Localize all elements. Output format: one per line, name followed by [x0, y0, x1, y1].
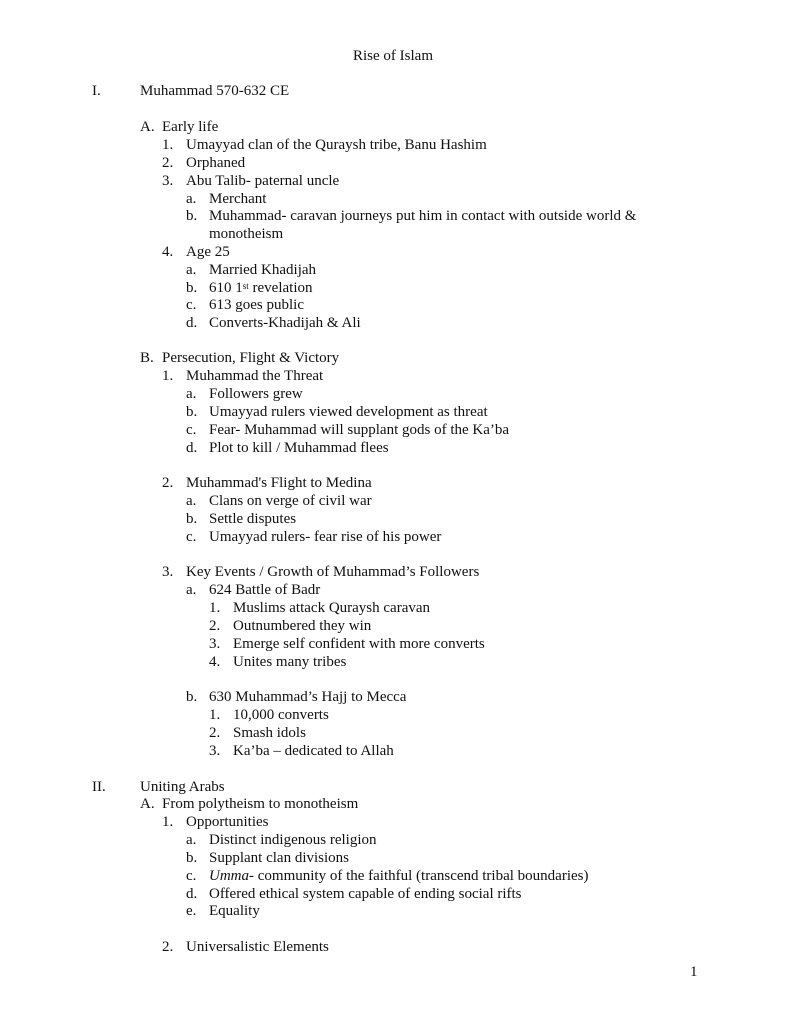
- outline-line: [140, 778, 225, 796]
- outline-text: Abu Talib- paternal uncle: [186, 173, 340, 189]
- outline-line: [209, 528, 441, 546]
- outline-text: Fear- Muhammad will supplant gods of the Ka’ba: [209, 422, 510, 438]
- outline-marker: 2.: [162, 939, 174, 955]
- outline-text: Plot to kill / Muhammad flees: [209, 440, 389, 456]
- outline-text: Early life: [162, 119, 219, 135]
- outline-line: [233, 653, 346, 671]
- ordinal-superscript: st: [242, 281, 249, 291]
- page-number: 1: [690, 964, 698, 980]
- outline-marker: I.: [92, 83, 101, 99]
- outline-line: [186, 563, 479, 581]
- outline-text: Ka’ba – dedicated to Allah: [233, 743, 394, 759]
- outline-line: [186, 243, 230, 261]
- outline-marker: 2.: [209, 618, 221, 634]
- outline-line: [209, 849, 349, 867]
- outline-line: [209, 902, 260, 920]
- outline-marker: a.: [186, 262, 197, 278]
- outline-marker: 1.: [162, 137, 174, 153]
- outline-line: [209, 439, 389, 457]
- outline-text-continued: revelation: [248, 280, 313, 296]
- outline-marker: 3.: [209, 743, 221, 759]
- outline-marker: 4.: [162, 244, 174, 260]
- outline-marker: a.: [186, 191, 197, 207]
- outline-line: [233, 635, 485, 653]
- outline-text: 630 Muhammad’s Hajj to Mecca: [209, 689, 407, 705]
- outline-line: [162, 118, 218, 136]
- outline-marker: 3.: [209, 636, 221, 652]
- outline-marker: b.: [186, 689, 198, 705]
- outline-line: [209, 510, 296, 528]
- outline-text: Converts-Khadijah & Ali: [209, 315, 361, 331]
- outline-line: [209, 207, 636, 225]
- outline-text: Married Khadijah: [209, 262, 317, 278]
- outline-text: Orphaned: [186, 155, 246, 171]
- outline-line: [209, 492, 372, 510]
- outline-italic-term: Umma: [209, 868, 249, 884]
- outline-marker: d.: [186, 440, 198, 456]
- outline-marker: A.: [140, 119, 155, 135]
- outline-text: Unites many tribes: [233, 654, 347, 670]
- outline-line: [186, 154, 245, 172]
- outline-line: [209, 421, 509, 439]
- outline-marker: d.: [186, 315, 198, 331]
- outline-line: [209, 885, 522, 903]
- outline-line: [233, 599, 430, 617]
- outline-text: Emerge self confident with more converts: [233, 636, 485, 652]
- outline-line: [162, 795, 358, 813]
- outline-text-continued: - community of the faithful (transcend tribal boundaries): [249, 868, 589, 884]
- outline-line: [186, 172, 339, 190]
- outline-line: [233, 742, 394, 760]
- outline-marker: 2.: [209, 725, 221, 741]
- outline-marker: A.: [140, 796, 155, 812]
- outline-line: [209, 296, 304, 314]
- outline-text: Distinct indigenous religion: [209, 832, 377, 848]
- outline-line: [209, 688, 406, 706]
- outline-line: [209, 385, 303, 403]
- outline-marker: B.: [140, 350, 154, 366]
- outline-text: Muslims attack Quraysh caravan: [233, 600, 431, 616]
- outline-line: [233, 617, 371, 635]
- outline-text: Smash idols: [233, 725, 306, 741]
- outline-marker: b.: [186, 511, 198, 527]
- outline-line: [186, 938, 329, 956]
- outline-text: Offered ethical system capable of ending social rifts: [209, 886, 522, 902]
- outline-marker: c.: [186, 868, 197, 884]
- outline-marker: 2.: [162, 155, 174, 171]
- outline-text: Umayyad rulers- fear rise of his power: [209, 529, 442, 545]
- outline-marker: a.: [186, 582, 197, 598]
- outline-text: Universalistic Elements: [186, 939, 329, 955]
- outline-text: Settle disputes: [209, 511, 297, 527]
- outline-marker: a.: [186, 386, 197, 402]
- outline-line: [209, 867, 588, 885]
- document-title: Rise of Islam: [353, 48, 433, 64]
- outline-text: 610 1: [209, 280, 243, 296]
- outline-line: [140, 82, 289, 100]
- outline-marker: 2.: [162, 475, 174, 491]
- outline-marker: b.: [186, 850, 198, 866]
- outline-line: [209, 225, 283, 243]
- outline-text: Supplant clan divisions: [209, 850, 349, 866]
- outline-marker: b.: [186, 280, 198, 296]
- outline-line: [186, 813, 269, 831]
- outline-marker: 4.: [209, 654, 221, 670]
- outline-marker: a.: [186, 493, 197, 509]
- outline-line: [186, 367, 323, 385]
- outline-marker: c.: [186, 422, 197, 438]
- outline-text: Uniting Arabs: [140, 779, 225, 795]
- outline-text: Opportunities: [186, 814, 269, 830]
- outline-marker: 1.: [209, 707, 221, 723]
- outline-text: Umayyad clan of the Quraysh tribe, Banu Hashim: [186, 137, 487, 153]
- outline-text: Merchant: [209, 191, 267, 207]
- outline-marker: e.: [186, 903, 197, 919]
- outline-marker: c.: [186, 529, 197, 545]
- outline-text: 624 Battle of Badr: [209, 582, 321, 598]
- outline-marker: 3.: [162, 564, 174, 580]
- outline-line: [233, 724, 306, 742]
- outline-text: Umayyad rulers viewed development as threat: [209, 404, 488, 420]
- outline-marker: 1.: [162, 368, 174, 384]
- outline-line: [209, 403, 488, 421]
- outline-line: [233, 706, 329, 724]
- outline-line: [209, 831, 376, 849]
- outline-line: [209, 314, 361, 332]
- outline-marker: 3.: [162, 173, 174, 189]
- outline-text: Muhammad 570-632 CE: [140, 83, 290, 99]
- outline-line: [186, 136, 487, 154]
- outline-text: Muhammad the Threat: [186, 368, 324, 384]
- outline-text: monotheism: [209, 226, 284, 242]
- outline-marker: d.: [186, 886, 198, 902]
- outline-text: 10,000 converts: [233, 707, 329, 723]
- outline-text: Muhammad's Flight to Medina: [186, 475, 372, 491]
- outline-marker: a.: [186, 832, 197, 848]
- outline-text: Key Events / Growth of Muhammad’s Followers: [186, 564, 480, 580]
- outline-line: [186, 474, 372, 492]
- outline-text: Outnumbered they win: [233, 618, 372, 634]
- outline-text: From polytheism to monotheism: [162, 796, 359, 812]
- outline-text: Persecution, Flight & Victory: [162, 350, 340, 366]
- outline-text: Age 25: [186, 244, 230, 260]
- outline-text: Muhammad- caravan journeys put him in contact with outside world &: [209, 208, 637, 224]
- outline-marker: b.: [186, 208, 198, 224]
- outline-marker: b.: [186, 404, 198, 420]
- outline-marker: 1.: [209, 600, 221, 616]
- outline-line: [209, 190, 266, 208]
- outline-marker: 1.: [162, 814, 174, 830]
- outline-text: 613 goes public: [209, 297, 304, 313]
- outline-text: Clans on verge of civil war: [209, 493, 372, 509]
- outline-marker: c.: [186, 297, 197, 313]
- outline-line: [209, 581, 320, 599]
- outline-line: [209, 261, 316, 279]
- outline-text: Followers grew: [209, 386, 303, 402]
- outline-line: [209, 279, 313, 297]
- outline-marker: II.: [92, 779, 106, 795]
- outline-text: Equality: [209, 903, 260, 919]
- outline-line: [162, 349, 339, 367]
